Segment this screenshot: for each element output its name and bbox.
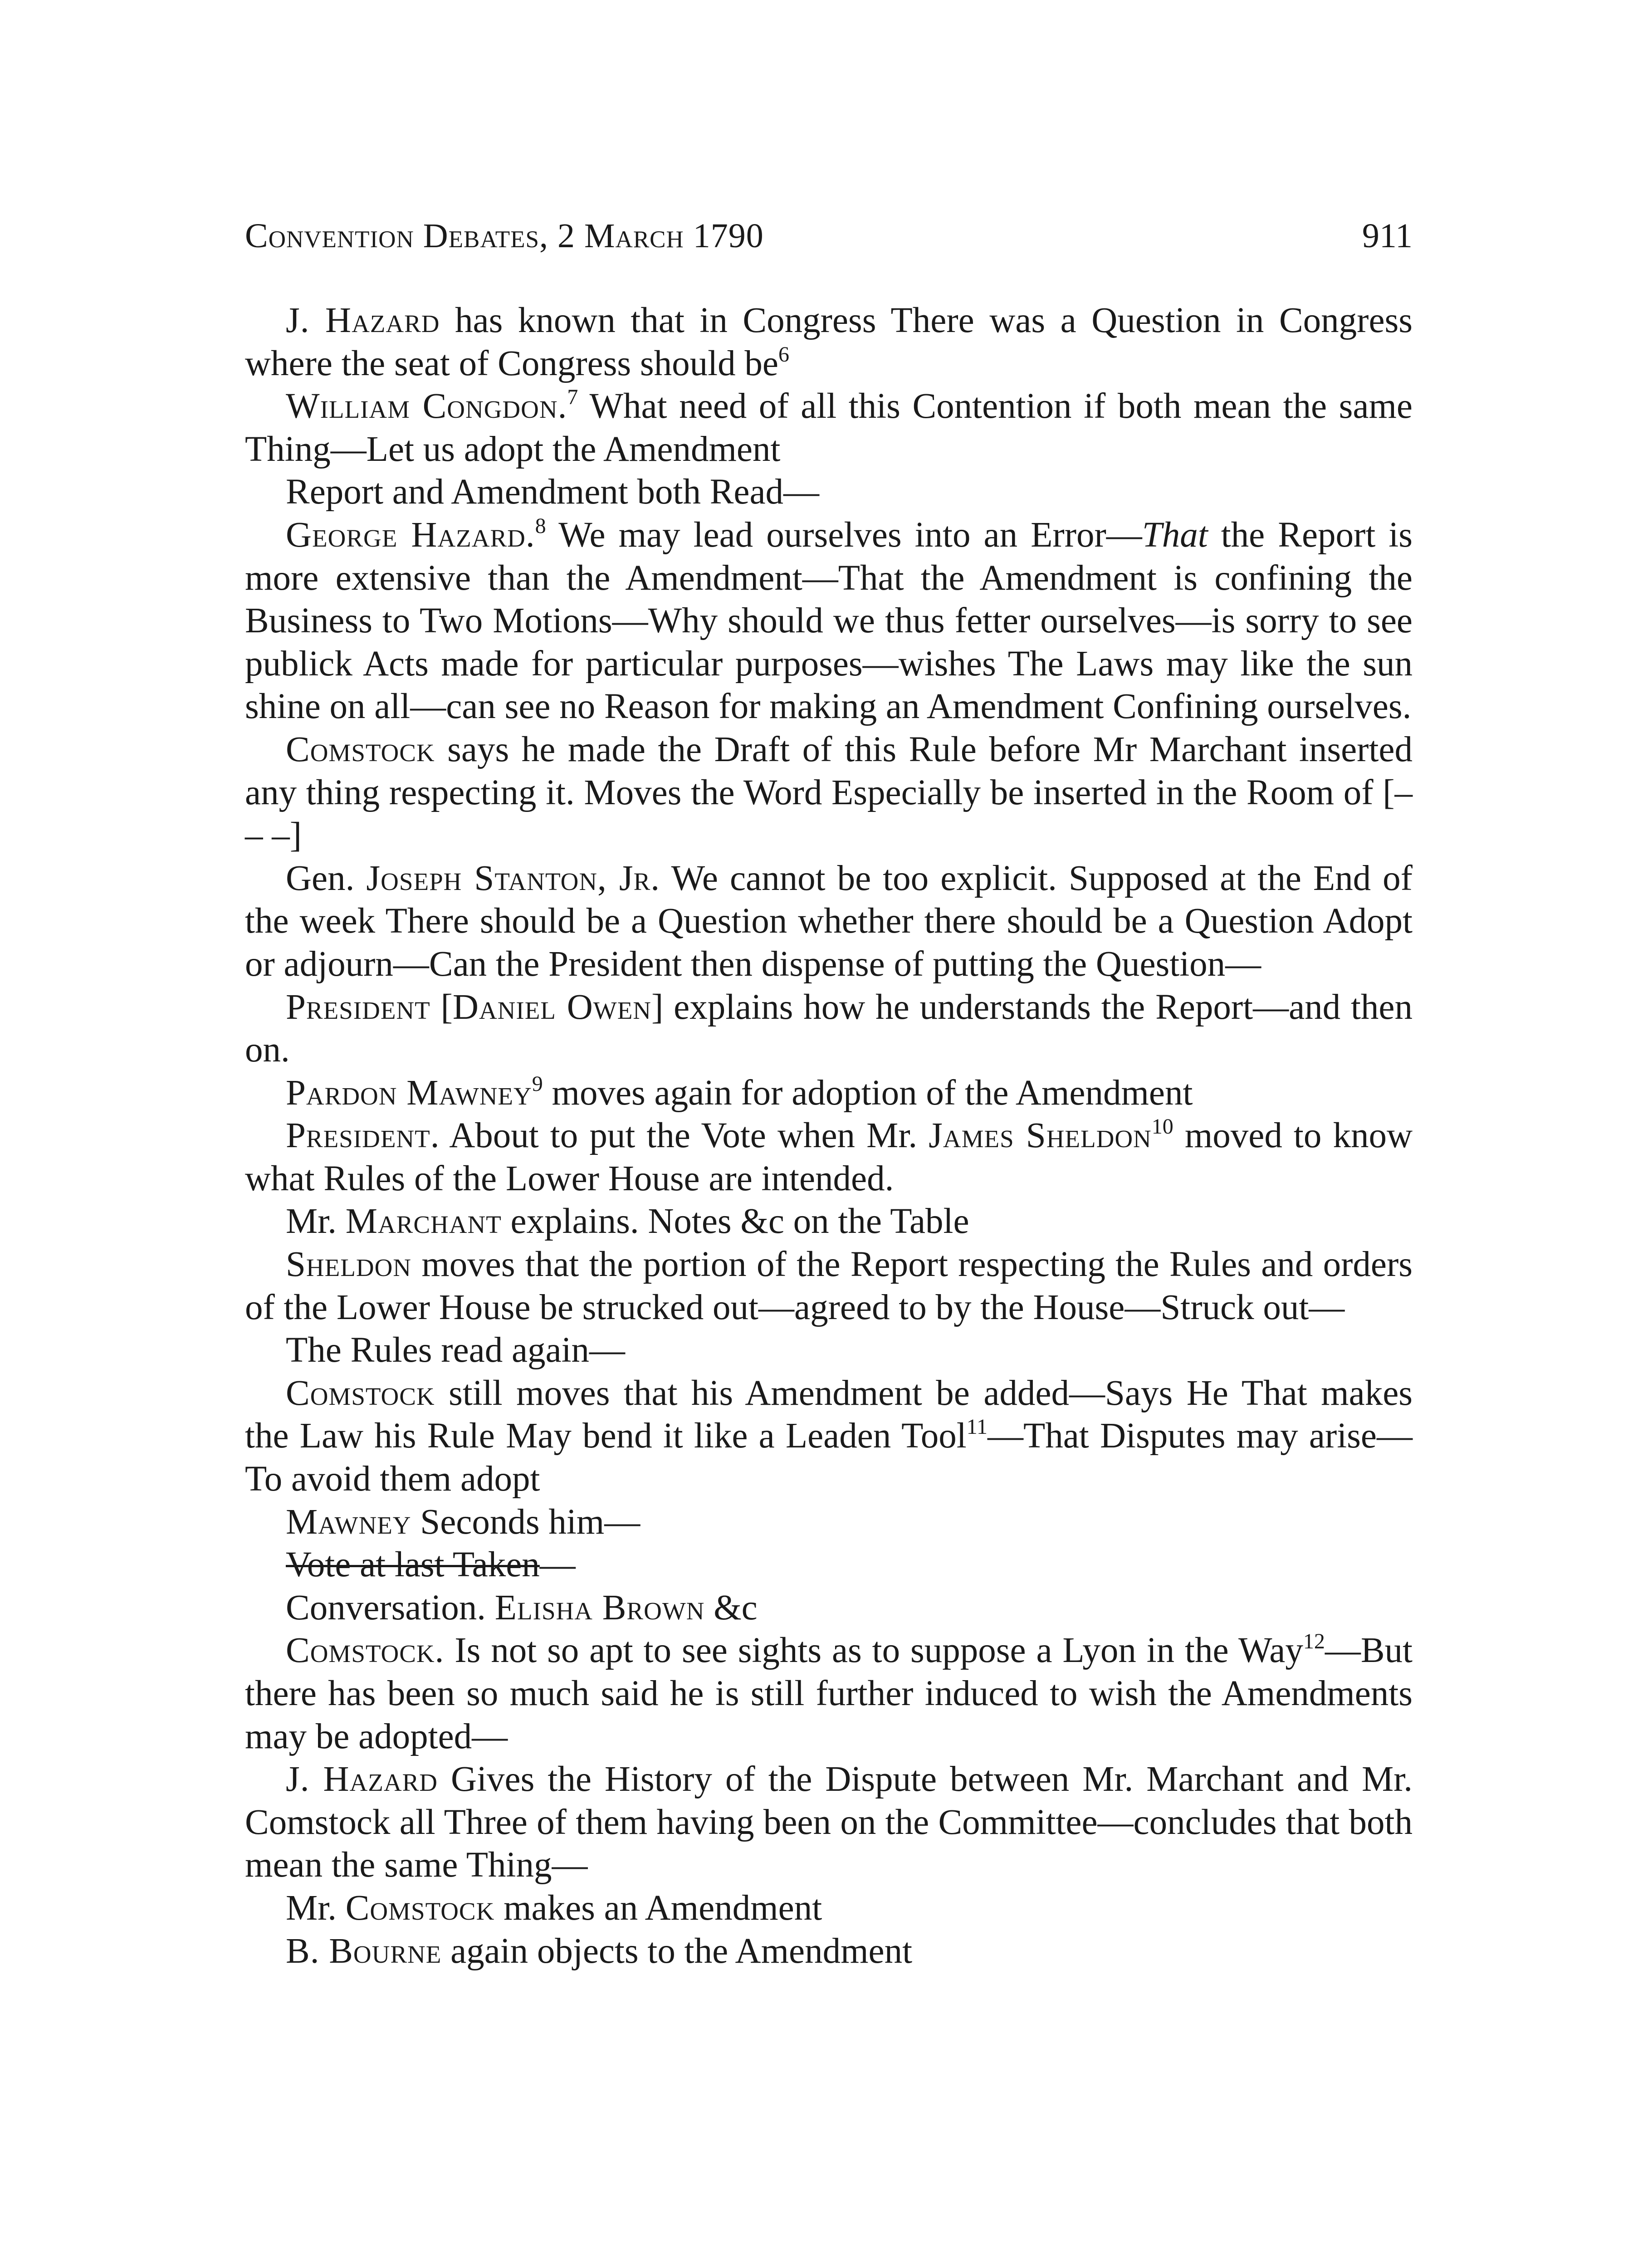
- speaker-name: Joseph Stanton, Jr.: [366, 858, 660, 898]
- speaker-name: Marchant: [345, 1202, 502, 1242]
- paragraph: President [Daniel Owen] explains how he understands the Report—and then on.: [245, 987, 1413, 1070]
- paragraph: Sheldon moves that the portion of the Report respecting the Rules and orders of the Lower House be strucked out—agreed to by the House—Struck out—: [245, 1245, 1413, 1327]
- emphasis: That: [1142, 515, 1208, 555]
- paragraph: Mawney Seconds him—: [286, 1502, 640, 1542]
- paragraph: The Rules read again—: [286, 1330, 626, 1370]
- struck-text: Vote at last Taken: [286, 1545, 540, 1585]
- speaker-name: Comstock.: [286, 1631, 445, 1671]
- paragraph: Report and Amendment both Read—: [286, 472, 820, 512]
- speaker-name: J. Hazard: [286, 1760, 438, 1799]
- footnote-ref: 10: [1151, 1114, 1173, 1139]
- footnote-ref: 11: [966, 1415, 988, 1439]
- speaker-name: Comstock: [345, 1888, 495, 1928]
- speaker-name: James Sheldon: [929, 1116, 1152, 1156]
- paragraph: William Congdon.$^7$ What need of all this Contention if both mean the same Thing—Let us adopt the Amendment: [245, 385, 1413, 469]
- speaker-name: William Congdon.: [286, 386, 567, 426]
- speaker-name: Pardon Mawney: [286, 1073, 532, 1113]
- speaker-name: President: [286, 987, 430, 1027]
- footnote-ref: 7: [567, 385, 578, 410]
- paragraph: George Hazard.$^8$ We may lead ourselves into an Error—That the Report is more extensive than the Amendment—That the Amendment is confining the Business to Two Motions—Why should we thus fetter ourselves—is sorry to see publick Acts made for particular purposes—wishes The Laws may like the sun shine on all—can see no Reason for making an Amendment Confining ourselves.: [245, 513, 1413, 727]
- page-number: 911: [1362, 217, 1413, 255]
- paragraph: Comstock still moves that his Amendment be added—Says He That makes the Law his Rule May bend it like a Leaden Tool$^{11}$—That Disputes may arise—To avoid them adopt: [245, 1373, 1413, 1499]
- paragraph: Mr. Marchant explains. Notes &c on the Table: [286, 1202, 969, 1242]
- speaker-name: George Hazard.: [286, 515, 535, 555]
- speaker-name: J. Hazard: [286, 301, 440, 340]
- paragraph: Conversation. Elisha Brown &c: [286, 1588, 758, 1628]
- paragraph: J. Hazard has known that in Congress There was a Question in Congress where the seat of Congress should $be^6$: [245, 301, 1413, 383]
- footnote-ref: 6: [778, 342, 789, 367]
- speaker-name: Mawney: [286, 1502, 411, 1542]
- paragraph: President. About to put the Vote when Mr. James Sheldon$^{10}$ moved to know what Rules of the Lower House are intended.: [245, 1114, 1413, 1198]
- speaker-name: Comstock: [286, 729, 435, 769]
- paragraph: Comstock says he made the Draft of this Rule before Mr Marchant inserted any thing respecting it. Moves the Word Especially be inserted in the Room of [– – –]: [245, 729, 1413, 855]
- running-title: Convention Debates, 2 March 1790: [245, 217, 764, 255]
- speaker-name: Elisha Brown: [494, 1588, 705, 1628]
- speaker-name: Daniel Owen: [452, 987, 652, 1027]
- paragraph: B. Bourne again objects to the Amendment: [286, 1931, 913, 1971]
- debate-transcript: [245, 299, 1413, 1973]
- paragraph: Vote at last Taken—: [286, 1545, 576, 1585]
- footnote-ref: 12: [1303, 1629, 1325, 1654]
- paragraph: Mr. Comstock makes an Amendment: [286, 1888, 822, 1928]
- speaker-name: President.: [286, 1116, 440, 1156]
- footnote-ref: 9: [532, 1071, 543, 1096]
- paragraph: Pardon Mawney$^9$ moves again for adoption of the Amendment: [286, 1071, 1193, 1113]
- running-header: [245, 213, 1413, 259]
- footnote-ref: 8: [535, 513, 546, 538]
- speaker-name: B. Bourne: [286, 1931, 442, 1971]
- paragraph: Gen. Joseph Stanton, Jr. We cannot be too explicit. Supposed at the End of the week There should be a Question whether there should be a Question Adopt or adjourn—Can the President then dispense of putting the Question—: [245, 858, 1413, 984]
- paragraph: J. Hazard Gives the History of the Dispute between Mr. Marchant and Mr. Comstock all Three of them having been on the Committee—concludes that both mean the same Thing—: [245, 1760, 1413, 1885]
- paragraph: Comstock. Is not so apt to see sights as to suppose a Lyon in the Way$^{12}$—But there has been so much said he is still further induced to wish the Amendments may be adopted—: [245, 1629, 1413, 1756]
- speaker-name: Comstock: [286, 1373, 435, 1413]
- speaker-name: Sheldon: [286, 1245, 412, 1285]
